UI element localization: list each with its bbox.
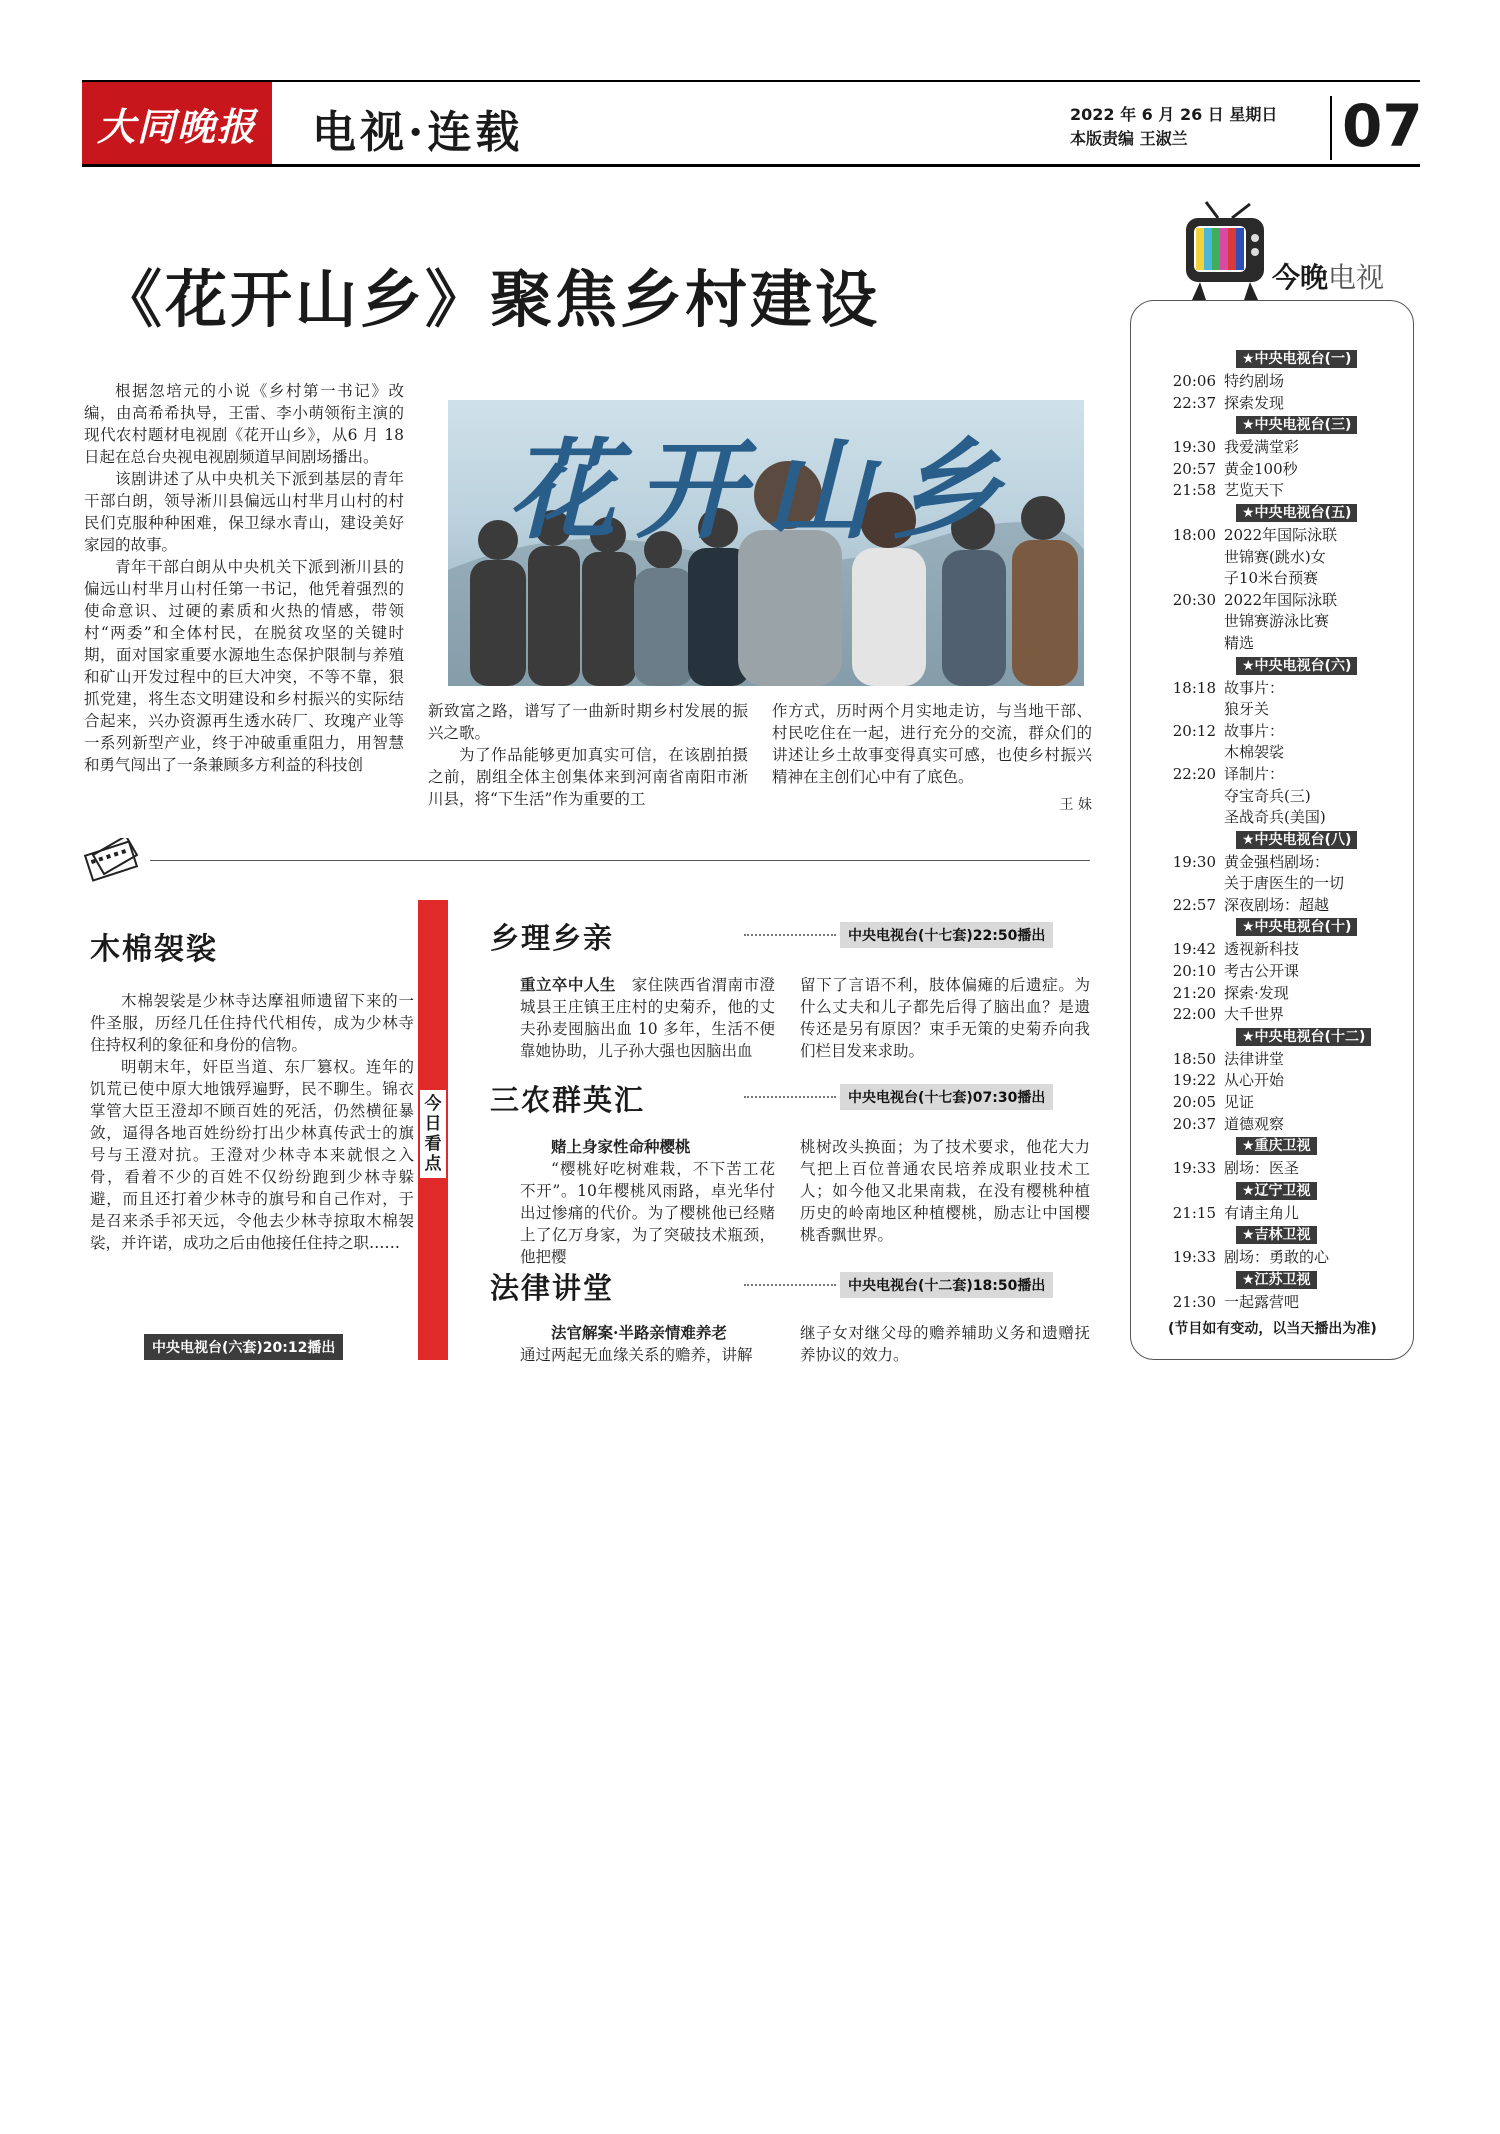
- schedule-row: [1164, 480, 1404, 502]
- feature-paragraph: 明朝末年，奸臣当道、东厂篡权。连年的饥荒已使中原大地饿殍遍野，民不聊生。锦衣掌管大臣王澄却不顾百姓的死活，仍然横征暴敛，逼得各地百姓纷纷打出少林真传武士的旗号与王澄对抗。王澄对少林寺本来就恨之入骨，看着不少的百姓不仅纷纷跑到少林寺躲避，而且还打着少林寺的旗号和自己作对，于是召来杀手祁天远，令他去少林寺掠取木棉袈裟，并许诺，成功之后由他接任住持之职……: [90, 1058, 414, 1252]
- program-time: 20:10: [1172, 962, 1216, 981]
- program-name: 世锦赛(跳水)女: [1224, 547, 1326, 566]
- program-time: 19:33: [1172, 1159, 1216, 1178]
- program-time: [1164, 786, 1224, 808]
- program-name: 道德观察: [1224, 1114, 1285, 1133]
- program-time: [1164, 547, 1224, 569]
- masthead-rule-top: [82, 80, 1420, 82]
- program-text: 通过两起无血缘关系的赡养，讲解: [520, 1346, 753, 1364]
- lead-paragraph: 为了作品能够更加真实可信，在该剧拍摄之前，剧组全体主创集体来到河南省南阳市淅川县，将“下生活”作为重要的工: [428, 746, 748, 808]
- schedule-row: [1164, 764, 1404, 786]
- program-time: 20:05: [1172, 1093, 1216, 1112]
- lead-article-column-3: [772, 700, 1092, 813]
- schedule-row: [1164, 525, 1404, 547]
- channel-header: ★中央电视台(十): [1236, 918, 1357, 936]
- program-text: 继子女对继父母的赡养辅助义务和遗赠抚养协议的效力。: [800, 1324, 1090, 1364]
- schedule-row: [1164, 1158, 1404, 1180]
- feature-paragraph: 木棉袈裟是少林寺达摩祖师遗留下来的一件圣服，历经几任住持代代相传，成为少林寺住持权利的象征和身份的信物。: [90, 992, 414, 1054]
- program-text-column: [520, 974, 775, 1062]
- program-name: 见证: [1224, 1093, 1255, 1112]
- program-name: 黄金强档剧场：: [1224, 852, 1330, 871]
- program-name: 世锦赛游泳比赛: [1224, 612, 1330, 631]
- program-name: 一起露营吧: [1224, 1293, 1300, 1311]
- program-time: 22:37: [1172, 393, 1216, 412]
- program-text-column: [800, 974, 1090, 1062]
- program-name: 从心开始: [1224, 1071, 1285, 1090]
- schedule-row: [1164, 1092, 1404, 1114]
- schedule-row: [1164, 393, 1404, 415]
- program-text: “樱桃好吃树难栽，不下苦工花不开”。10年樱桃风雨路，卓光华付出过惨痛的代价。为了樱桃他已经赌上了亿万身家，为了突破技术瓶颈，他把樱: [520, 1160, 775, 1266]
- air-time-tag: 中央电视台(十七套)22:50播出: [840, 922, 1053, 948]
- program-time: 20:06: [1172, 372, 1216, 390]
- channel-header: ★中央电视台(十二): [1236, 1028, 1371, 1046]
- channel-header: ★江苏卫视: [1236, 1271, 1317, 1289]
- schedule-row: [1164, 678, 1404, 700]
- film-reel-icon: [82, 838, 144, 882]
- dotted-leader: [744, 1096, 836, 1098]
- program-text: 桃树改头换面；为了技术要求，他花大力气把上百位普通农民培养成职业技术工人；如今他又北果南栽，在没有樱桃种植历史的岭南地区种植樱桃，励志让中国樱桃香飘世界。: [800, 1138, 1090, 1244]
- program-time: [1164, 873, 1224, 895]
- schedule-row: [1164, 611, 1404, 633]
- program-time: 21:30: [1172, 1293, 1216, 1311]
- program-name: 2022年国际泳联: [1224, 590, 1338, 609]
- program-name: 狼牙关: [1224, 700, 1270, 719]
- program-time: 22:20: [1172, 764, 1216, 783]
- program-name: 我爱满堂彩: [1224, 438, 1300, 457]
- program-time: 21:15: [1172, 1203, 1216, 1222]
- schedule-row: [1164, 547, 1404, 569]
- headline: 《花开山乡》聚焦乡村建设: [100, 263, 881, 336]
- schedule-row: [1164, 786, 1404, 808]
- channel-header: ★中央电视台(八): [1236, 831, 1357, 849]
- program-time: 22:00: [1172, 1005, 1216, 1024]
- dotted-leader: [744, 1284, 836, 1286]
- program-time: 20:30: [1172, 590, 1216, 609]
- program-text-column: [520, 1136, 775, 1268]
- program-time: 18:50: [1172, 1049, 1216, 1068]
- schedule-row: [1164, 852, 1404, 874]
- channel-header: ★重庆卫视: [1236, 1137, 1317, 1155]
- schedule-row: [1164, 1004, 1404, 1026]
- program-name: 大千世界: [1224, 1005, 1285, 1024]
- program-lead: 法官解案·半路亲情难养老: [551, 1323, 727, 1342]
- program-name: 故事片：: [1224, 721, 1285, 740]
- program-name: 故事片：: [1224, 678, 1285, 697]
- program-time: [1164, 633, 1224, 655]
- feature-title: 木棉袈裟: [90, 932, 218, 967]
- schedule-row: [1164, 939, 1404, 961]
- program-text-column: [800, 1136, 1090, 1246]
- program-title: 乡理乡亲: [490, 921, 615, 955]
- schedule-row: [1164, 961, 1404, 983]
- tonight-title-bold: 今晚: [1272, 261, 1329, 294]
- schedule-row: [1164, 895, 1404, 917]
- lead-paragraph: 青年干部白朗从中央机关下派到淅川县的偏远山村芈月山村任第一书记，他凭着强烈的使命意识、过硬的素质和火热的情感，带领村“两委”和全体村民，在脱贫攻坚的关键时期，面对国家重要水源地生态保护限制与养殖和矿山开发过程中的巨大冲突，不等不靠，狠抓党建，将生态文明建设和乡村振兴的实际结合起来，兴办资源再生透水砖厂、玫瑰产业等一系列新型产业，终于冲破重重阻力，用智慧和勇气闯出了一条兼顾多方利益的科技创: [84, 558, 404, 774]
- schedule-row: [1164, 633, 1404, 655]
- program-name: 剧场：勇敢的心: [1224, 1248, 1330, 1267]
- program-time: [1164, 611, 1224, 633]
- program-time: 20:37: [1172, 1114, 1216, 1133]
- schedule-row: [1164, 1049, 1404, 1071]
- channel-header: ★吉林卫视: [1236, 1226, 1317, 1244]
- program-name: 透视新科技: [1224, 940, 1300, 959]
- schedule-row: [1164, 371, 1404, 393]
- program-text: 留下了言语不利，肢体偏瘫的后遗症。为什么丈夫和儿子都先后得了脑出血？是遗传还是另有原因？束手无策的史菊乔向我们栏目发来求助。: [800, 976, 1090, 1060]
- page-number-divider: [1330, 96, 1332, 160]
- logo-text: 大同晚报: [96, 103, 257, 149]
- program-time: 21:58: [1172, 481, 1216, 500]
- program-time: 18:18: [1172, 678, 1216, 697]
- today-highlights-label: 今日看点: [420, 1090, 446, 1178]
- lead-paragraph: 新致富之路，谱写了一曲新时期乡村发展的振兴之歌。: [428, 702, 748, 742]
- program-name: 探索·发现: [1224, 983, 1289, 1002]
- issue-date: 2022 年 6 月 26 日 星期日: [1070, 105, 1278, 124]
- section-divider: [150, 860, 1090, 861]
- masthead-rule-bottom: [82, 164, 1420, 167]
- section-title: 电视·连载: [312, 107, 524, 158]
- schedule-row: [1164, 983, 1404, 1005]
- channel-header: ★辽宁卫视: [1236, 1182, 1317, 1200]
- program-time: [1164, 568, 1224, 590]
- program-text: 家住陕西省渭南市澄城县王庄镇王庄村的史菊乔，他的丈夫孙麦囤脑出血 10 多年，生活不便靠她协助，儿子孙大强也因脑出血: [520, 976, 775, 1060]
- program-name: 特约剧场: [1224, 372, 1285, 390]
- schedule-row: [1164, 807, 1404, 829]
- air-time-tag: 中央电视台(六套)20:12播出: [144, 1334, 343, 1360]
- program-name: 考古公开课: [1224, 962, 1300, 981]
- schedule-row: [1164, 437, 1404, 459]
- schedule-row: [1164, 568, 1404, 590]
- schedule-row: [1164, 742, 1404, 764]
- program-title: 法律讲堂: [490, 1271, 615, 1305]
- program-text-column: [800, 1322, 1090, 1366]
- schedule-row: [1164, 721, 1404, 743]
- schedule-row: [1164, 699, 1404, 721]
- schedule-row: [1164, 873, 1404, 895]
- program-name: 关于唐医生的一切: [1224, 874, 1345, 893]
- program-name: 法律讲堂: [1224, 1049, 1285, 1068]
- program-time: 18:00: [1172, 525, 1216, 544]
- program-name: 精选: [1224, 633, 1255, 652]
- program-name: 译制片：: [1224, 764, 1285, 783]
- program-time: 20:57: [1172, 459, 1216, 478]
- schedule-row: [1164, 1114, 1404, 1136]
- channel-header: ★中央电视台(三): [1236, 416, 1357, 434]
- program-name: 黄金100秒: [1224, 459, 1298, 478]
- newspaper-logo: [82, 82, 272, 164]
- editor-line: 本版责编 王淑兰: [1070, 129, 1188, 148]
- program-time: 19:33: [1172, 1248, 1216, 1267]
- air-time-tag: 中央电视台(十七套)07:30播出: [840, 1084, 1053, 1110]
- lead-paragraph: 作方式，历时两个月实地走访，与当地干部、村民吃住在一起，进行充分的交流，群众们的讲述让乡土故事变得真实可感，也使乡村振兴精神在主创们心中有了底色。: [772, 702, 1092, 786]
- program-time: [1164, 742, 1224, 764]
- schedule-row: [1164, 1203, 1404, 1225]
- tonight-title-light: 电视: [1328, 261, 1385, 294]
- program-name: 有请主角儿: [1224, 1203, 1300, 1222]
- schedule-row: [1164, 1247, 1404, 1269]
- program-name: 探索发现: [1224, 393, 1285, 412]
- program-lead: 重立卒中人生: [520, 975, 616, 994]
- dotted-leader: [744, 934, 836, 936]
- program-time: 19:22: [1172, 1071, 1216, 1090]
- program-time: 22:57: [1172, 895, 1216, 914]
- schedule-disclaimer: (节目如有变动，以当天播出为准): [1168, 1321, 1377, 1337]
- schedule-row: [1164, 459, 1404, 481]
- lead-article-column-1: [84, 380, 404, 776]
- drama-poster-photo: [448, 400, 1084, 686]
- tonight-tv-title: [1272, 256, 1384, 296]
- schedule-row: [1164, 590, 1404, 612]
- feature-body: [90, 990, 414, 1254]
- program-name: 艺览天下: [1224, 481, 1285, 500]
- byline: 王 妹: [1059, 797, 1092, 813]
- program-time: 19:30: [1172, 438, 1216, 457]
- channel-header: ★中央电视台(五): [1236, 504, 1357, 522]
- program-name: 剧场：医圣: [1224, 1159, 1300, 1178]
- program-title: 三农群英汇: [490, 1083, 646, 1117]
- program-time: 21:20: [1172, 983, 1216, 1002]
- schedule-row: [1164, 1292, 1404, 1314]
- lead-article-column-2: [428, 700, 748, 810]
- channel-header: ★中央电视台(六): [1236, 657, 1357, 675]
- program-name: 子10米台预赛: [1224, 569, 1319, 588]
- program-name: 深夜剧场：超越: [1224, 895, 1330, 914]
- program-time: [1164, 699, 1224, 721]
- television-icon: [1180, 200, 1270, 310]
- program-name: 夺宝奇兵(三): [1224, 786, 1311, 805]
- program-lead: 赌上身家性命种樱桃: [551, 1137, 691, 1156]
- poster-title-calligraphy: 花开山乡: [508, 428, 1021, 554]
- program-name: 木棉袈裟: [1224, 743, 1285, 762]
- program-name: 2022年国际泳联: [1224, 525, 1338, 544]
- program-time: 20:12: [1172, 721, 1216, 740]
- air-time-tag: 中央电视台(十二套)18:50播出: [840, 1272, 1053, 1298]
- program-time: [1164, 807, 1224, 829]
- program-name: 圣战奇兵(美国): [1224, 808, 1326, 827]
- lead-paragraph: 根据忽培元的小说《乡村第一书记》改编，由高希希执导，王雷、李小萌领衔主演的现代农村题材电视剧《花开山乡》，从6 月 18 日起在总台央视电视剧频道早间剧场播出。: [84, 382, 404, 466]
- page-number: 07: [1342, 92, 1423, 160]
- program-time: 19:42: [1172, 940, 1216, 959]
- schedule-row: [1164, 1070, 1404, 1092]
- lead-paragraph: 该剧讲述了从中央机关下派到基层的青年干部白朗，领导淅川县偏远山村芈月山村的村民们克服种种困难，保卫绿水青山，建设美好家园的故事。: [84, 470, 404, 554]
- program-time: 19:30: [1172, 852, 1216, 871]
- program-text-column: [520, 1322, 775, 1366]
- channel-header: ★中央电视台(一): [1236, 350, 1357, 368]
- tv-schedule-list: [1164, 348, 1404, 1314]
